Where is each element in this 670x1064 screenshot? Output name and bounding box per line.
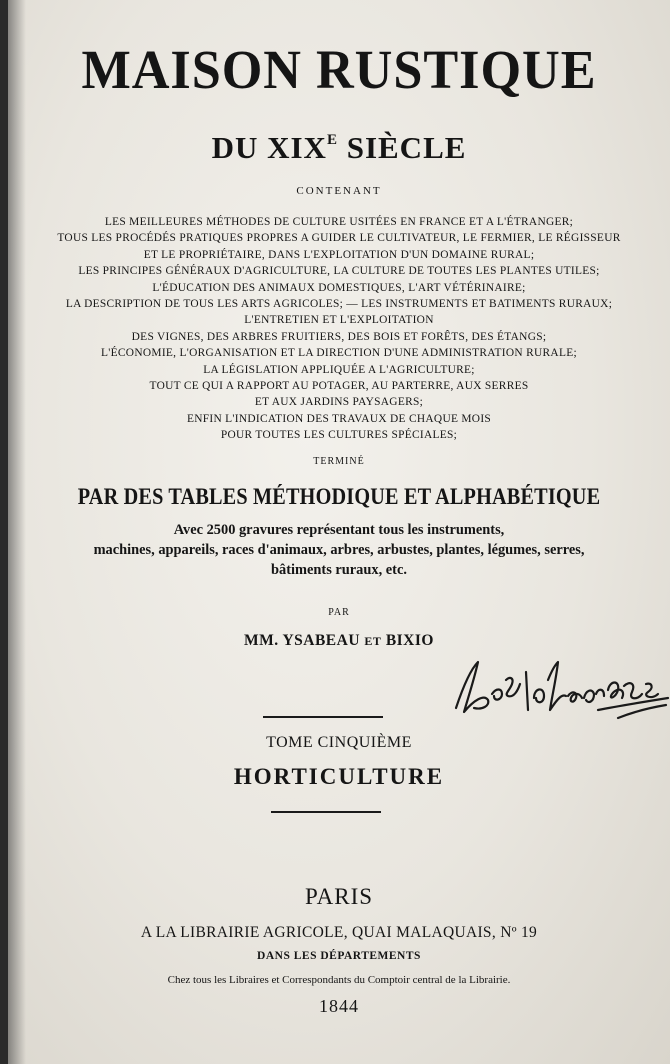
gravures-line: Avec 2500 gravures représentant tous les instruments, [173,522,505,538]
par-label: PAR [328,607,350,618]
description-line: L'ÉCONOMIE, L'ORGANISATION ET LA DIRECTION D'UNE ADMINISTRATION RURALE; [101,347,577,360]
bottom-divider [271,811,381,813]
contenant-label: CONTENANT [296,185,382,197]
description-line: DES VIGNES, DES ARBRES FRUITIERS, DES BOIS ET FORÊTS, DES ÉTANGS; [131,330,547,343]
tables-heading: PAR DES TABLES MÉTHODIQUE ET ALPHABÉTIQUE [77,484,601,509]
subtitle-superscript: E [326,132,338,148]
departements-label: DANS LES DÉPARTEMENTS [257,950,421,962]
description-line: TOUT CE QUI A RAPPORT AU POTAGER, AU PARTERRE, AUX SERRES [149,380,529,393]
tome-label: TOME CINQUIÈME [266,734,412,751]
description-line: ENFIN L'INDICATION DES TRAVAUX DE CHAQUE MOIS [186,412,492,425]
publisher: A LA LIBRAIRIE AGRICOLE, QUAI MALAQUAIS, Nº 19 [140,924,538,941]
description-line: L'ENTRETIEN ET L'EXPLOITATION [244,314,434,327]
city: PARIS [304,884,374,909]
description-line: LES PRINCIPES GÉNÉRAUX D'AGRICULTURE, LA CULTURE DE TOUTES LES PLANTES UTILES; [78,265,600,278]
description-line: ET AUX JARDINS PAYSAGERS; [254,396,424,409]
description-block [8,214,670,444]
description-line: LA DESCRIPTION DE TOUS LES ARTS AGRICOLES; — LES INSTRUMENTS ET BATIMENTS RURAUX; [65,298,613,311]
book-subtitle [8,130,670,166]
description-line: LES MEILLEURES MÉTHODES DE CULTURE USITÉES EN FRANCE ET A L'ÉTRANGER; [104,216,574,228]
top-divider [263,716,383,718]
description-line: POUR TOUTES LES CULTURES SPÉCIALES; [220,429,458,442]
gravures-line: machines, appareils, races d'animaux, arbres, arbustes, plantes, légumes, serres, [93,542,585,558]
authors-et: ET [364,634,382,648]
gravures-block [8,520,670,580]
termine-label: TERMINÉ [313,456,365,467]
subtitle-rest: SIÈCLE [337,130,467,165]
book-title: MAISON RUSTIQUE [81,39,597,100]
description-line: LA LÉGISLATION APPLIQUÉE A L'AGRICULTURE; [203,363,475,376]
subtitle-main: DU XIX [211,130,327,165]
handwritten-signature [448,650,670,725]
distributors-line: Chez tous les Libraires et Correspondants du Comptoir central de la Librairie. [167,974,511,986]
description-line: TOUS LES PROCÉDÉS PRATIQUES PROPRES A GUIDER LE CULTIVATEUR, LE FERMIER, LE RÉGISSEUR [57,232,621,245]
gravures-line: bâtiments ruraux, etc. [271,562,407,578]
authors-prefix: MM. YSABEAU [244,632,365,649]
authors-suffix: BIXIO [381,632,434,649]
authors-line [8,632,670,650]
description-line: ET LE PROPRIÉTAIRE, DANS L'EXPLOITATION D'UN DOMAINE RURAL; [143,248,535,261]
publication-year: 1844 [319,996,359,1016]
title-page [8,0,670,1064]
volume-title: HORTICULTURE [233,764,445,789]
description-line: L'ÉDUCATION DES ANIMAUX DOMESTIQUES, L'ART VÉTÉRINAIRE; [152,281,526,294]
